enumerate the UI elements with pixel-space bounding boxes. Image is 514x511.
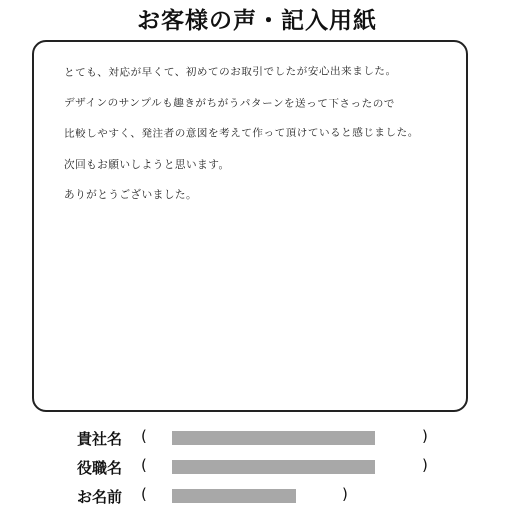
- comment-line: 次回もお願いしようと思います。: [64, 159, 230, 171]
- company-label: 貴社名: [77, 430, 123, 448]
- close-paren: ): [422, 427, 428, 445]
- redacted-company-value: [172, 431, 375, 445]
- close-paren: ): [342, 485, 348, 503]
- comment-line: ありがとうございました。: [64, 189, 198, 201]
- company-field: [77, 428, 437, 448]
- open-paren: (: [141, 427, 147, 445]
- comment-line: 比較しやすく、発注者の意図を考えて作って頂けていると感じました。: [63, 126, 419, 140]
- redacted-position-value: [172, 460, 375, 474]
- redacted-name-value: [172, 489, 296, 503]
- page-title: お客様の声・記入用紙: [137, 8, 377, 34]
- close-paren: ): [422, 456, 428, 474]
- name-label: お名前: [77, 488, 123, 506]
- open-paren: (: [141, 485, 147, 503]
- open-paren: (: [141, 456, 147, 474]
- comment-box: [32, 40, 468, 412]
- name-field: [77, 486, 437, 506]
- comment-line: デザインのサンプルも趣きがちがうパターンを送って下さったので: [63, 97, 395, 111]
- position-label: 役職名: [77, 459, 123, 477]
- position-field: [77, 457, 437, 477]
- comment-line: とても、対応が早くて、初めてのお取引でしたが安心出来ました。: [63, 65, 397, 79]
